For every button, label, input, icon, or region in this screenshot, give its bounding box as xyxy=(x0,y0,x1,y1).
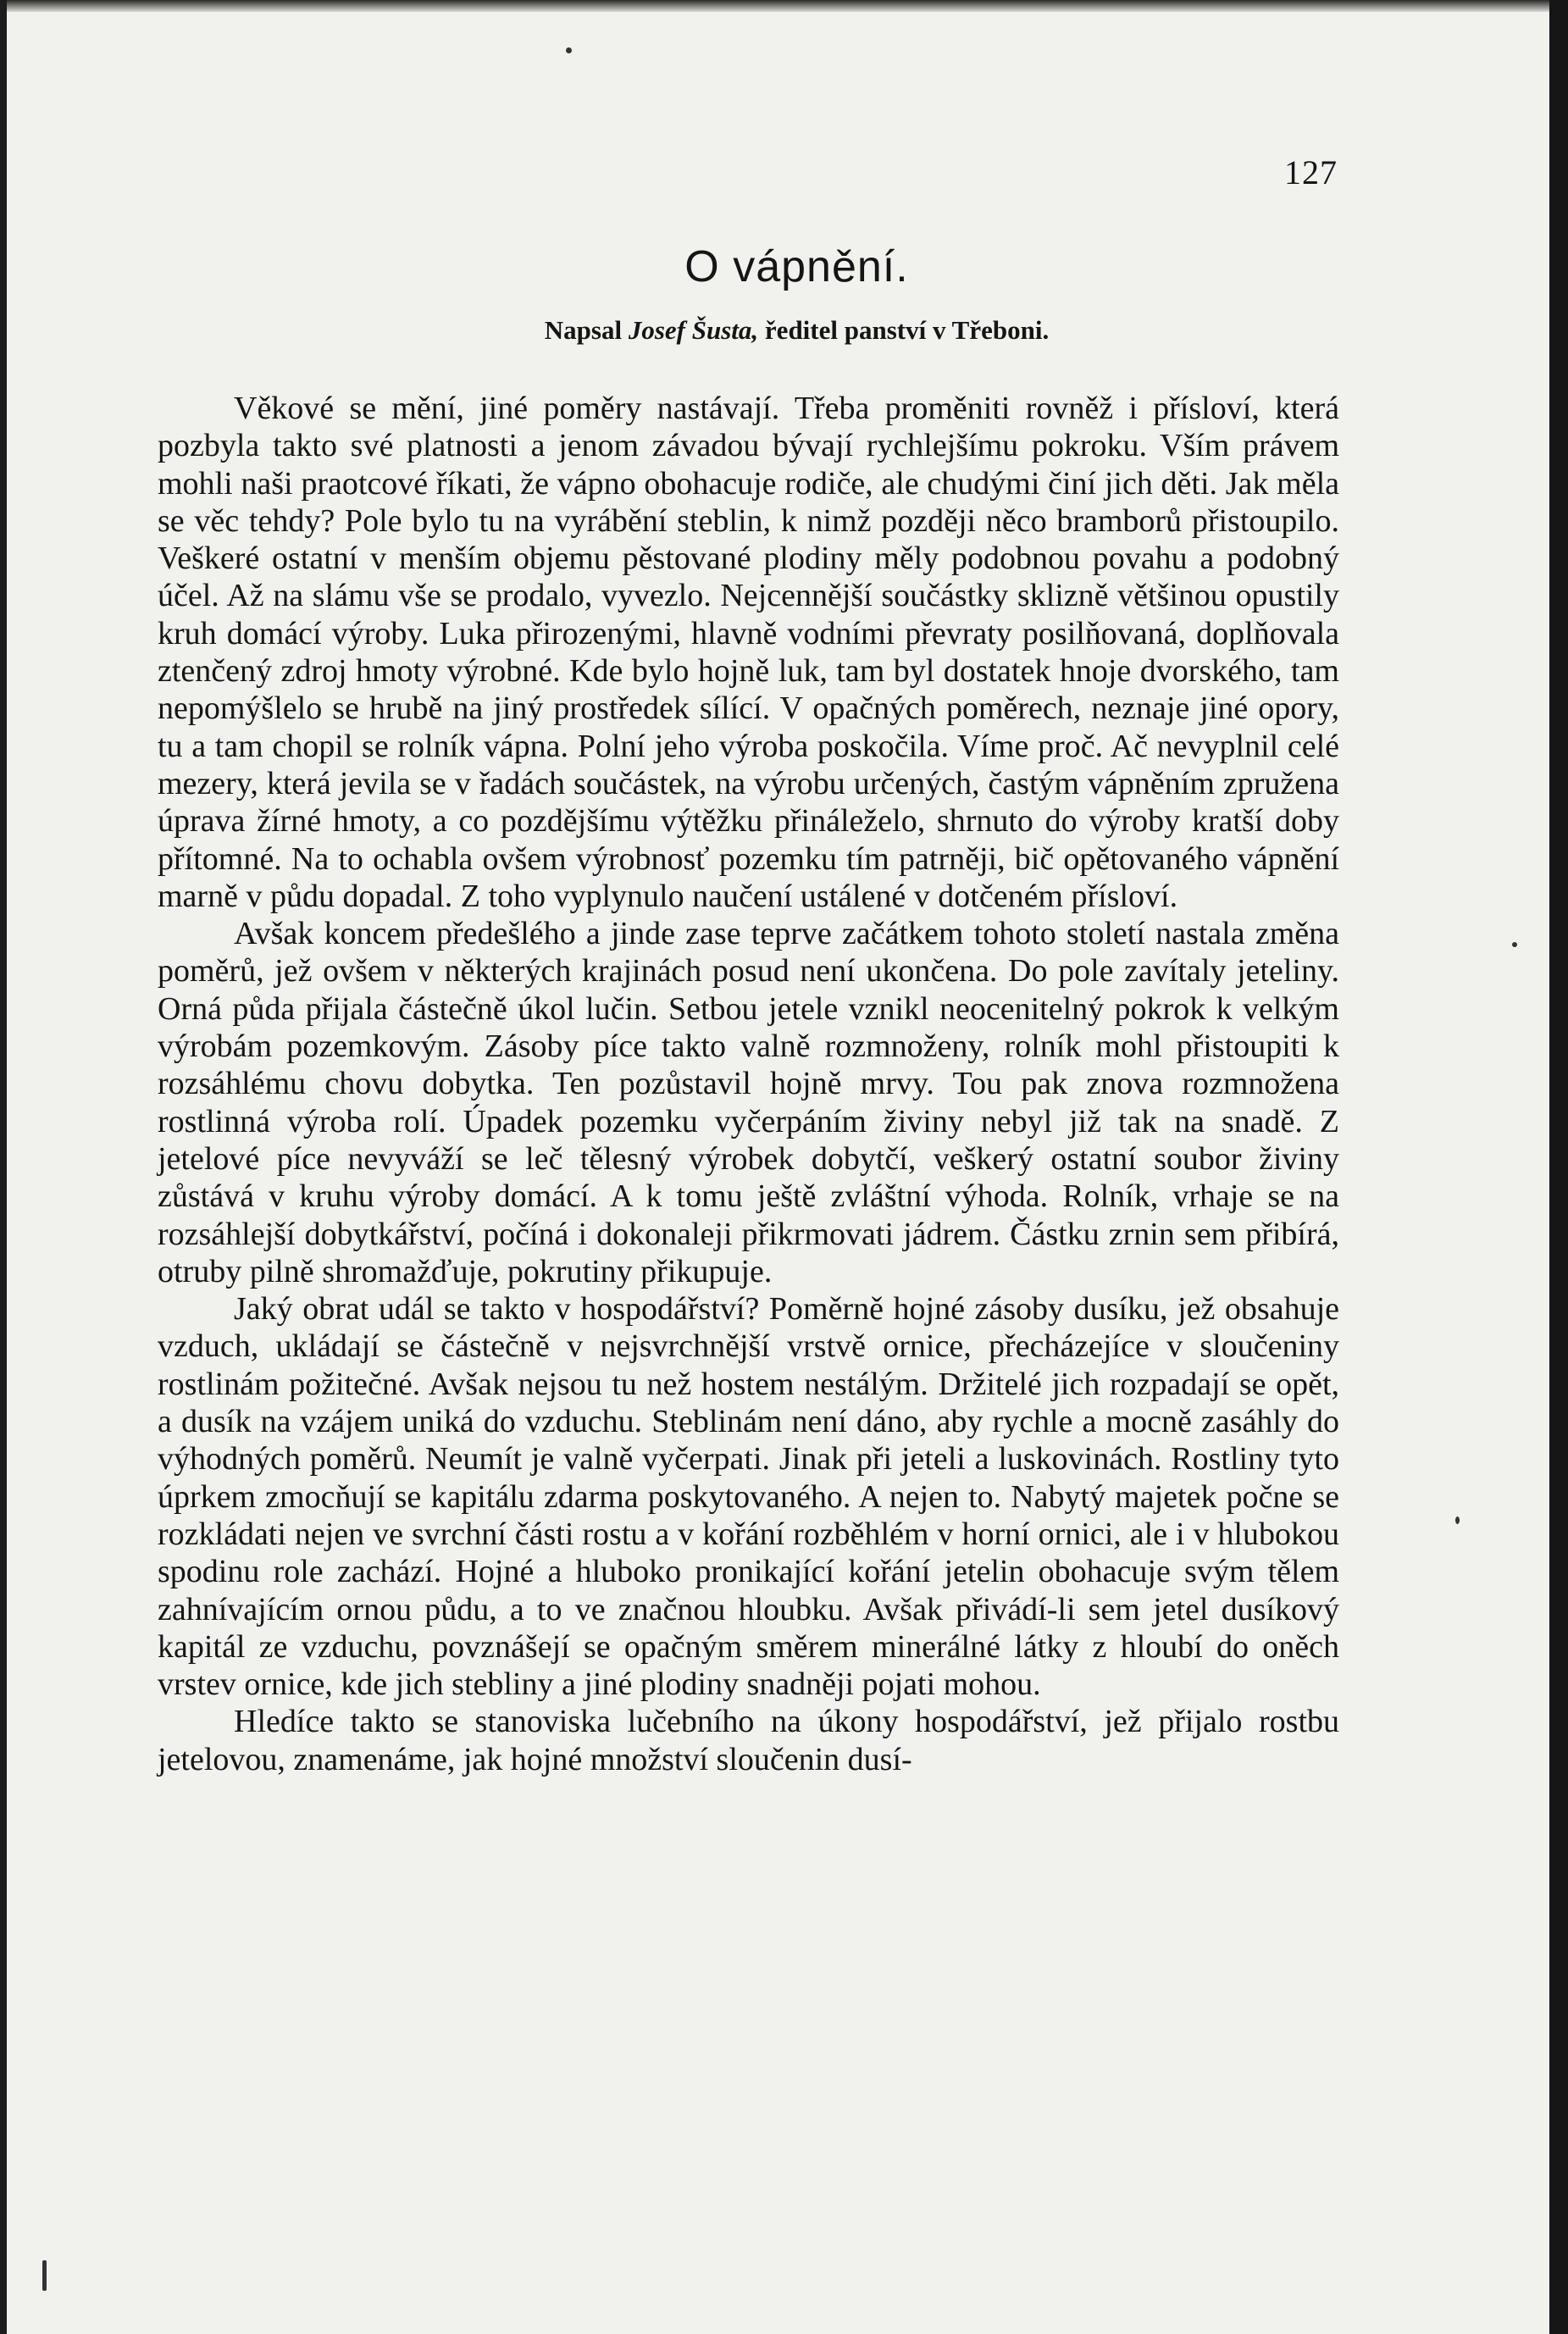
scan-top-edge xyxy=(0,0,1568,12)
scan-left-edge xyxy=(0,0,7,2334)
page-number: 127 xyxy=(1284,153,1338,191)
scan-speck xyxy=(1455,1516,1460,1524)
scan-speck xyxy=(42,2260,47,2291)
scan-right-edge xyxy=(1549,0,1568,2334)
byline-suffix: ředitel panství v Třeboni. xyxy=(764,315,1050,345)
article-body xyxy=(158,390,1339,1778)
byline-prefix: Napsal xyxy=(544,315,623,345)
paragraph-4: Hledíce takto se stanoviska lučebního na úkony hospodářství, jež přijalo rostbu jetelovou, znamenáme, jak hojné množství sloučenin dusí- xyxy=(158,1704,1339,1777)
scan-speck xyxy=(566,47,572,53)
paragraph-3: Jaký obrat udál se takto v hospodářství? Poměrně hojné zásoby dusíku, jež obsahuje vzduch, ukládají se částečně v nejsvrchnější vrstvě ornice, přecházejíce v sloučeniny rostlinám požitečné. Avšak nejsou tu než hostem nestálým. Držitelé jich rozpadají se opět, a dusík na vzájem uniká do vzduchu. Steblinám není dáno, aby rychle a mocně zasáhly do výhodných poměrů. Neumít je valně vyčerpati. Jinak při jeteli a luskovinách. Rostliny tyto úprkem zmocňují se kapitálu zdarma poskytovaného. A nejen to. Nabytý majetek počne se rozkládati nejen ve svrchní části rostu a v kořání rozběhlém v horní ornici, ale i v hlubokou spodinu role zachází. Hojné a hluboko pronikající kořání jetelin obohacuje svým tělem zahnívajícím ornou půdu, a to ve značnou hloubku. Avšak přivádí-li sem jetel dusíkový kapitál ze vzduchu, povznášejí se opačným směrem minerálné látky z hloubí do oněch vrstev ornice, kde jich stebliny a jiné plodiny snadněji pojati mohou. xyxy=(158,1291,1339,1703)
paragraph-1: Věkové se mění, jiné poměry nastávají. Třeba proměniti rovněž i přísloví, která pozbyla takto své platnosti a jenom závadou bývají rychlejšímu pokroku. Vším právem mohli naši praotcové říkati, že vápno obohacuje rodiče, ale chudými činí jich děti. Jak měla se věc tehdy? Pole bylo tu na vyrábění steblin, k nimž později něco bramborů přistoupilo. Veškeré ostatní v menším objemu pěstované plodiny měly podobnou povahu a podobný účel. Až na slámu vše se prodalo, vyvezlo. Nejcennější součástky sklizně většinou opustily kruh domácí výroby. Luka přirozenými, hlavně vodními převraty posilňovaná, doplňovala ztenčený zdroj hmoty výrobné. Kde bylo hojně luk, tam byl dostatek hnoje dvorského, tam nepomýšlelo se hrubě na jiný prostředek sílící. V opačných poměrech, neznaje jiné opory, tu a tam chopil se rolník vápna. Polní jeho výroba poskočila. Víme proč. Ač nevyplnil celé mezery, která jevila se v řadách součástek, na výrobu určených, častým vápněním zpružena úprava žírné hmoty, a co pozdějšímu výtěžku přináleželo, shrnuto do výroby kratší doby přítomné. Na to ochabla ovšem výrobnosť pozemku tím patrněji, bič opětovaného vápnění marně v půdu dopadal. Z toho vyplynulo naučení ustálené v dotčeném přísloví. xyxy=(158,391,1339,914)
byline-author: Josef Šusta, xyxy=(628,315,759,345)
paragraph-2: Avšak koncem předešlého a jinde zase teprve začátkem tohoto století nastala změna poměrů, jež ovšem v některých krajinách posud není ukončena. Do pole zavítaly jeteliny. Orná půda přijala částečně úkol lučin. Setbou jetele vznikl neocenitelný pokrok k velkým výrobám pozemkovým. Zásoby píce takto valně rozmnoženy, rolník mohl přistoupiti k rozsáhlému chovu dobytka. Ten pozůstavil hojně mrvy. Tou pak znova rozmnožena rostlinná výroba rolí. Úpadek pozemku vyčerpáním živiny nebyl již tak na snadě. Z jetelové píce nevyváží se leč tělesný výrobek dobytčí, veškerý ostatní soubor živiny zůstává v kruhu výroby domácí. A k tomu ještě zvláštní výhoda. Rolník, vrhaje se na rozsáhlejší dobytkářství, počíná i dokonaleji přikrmovati jádrem. Částku zrnin sem přibírá, otruby pilně shromažďuje, pokrutiny přikupuje. xyxy=(158,916,1339,1289)
article-title: O vápnění. xyxy=(684,242,909,291)
byline xyxy=(0,315,1568,346)
scan-speck xyxy=(1512,942,1517,947)
